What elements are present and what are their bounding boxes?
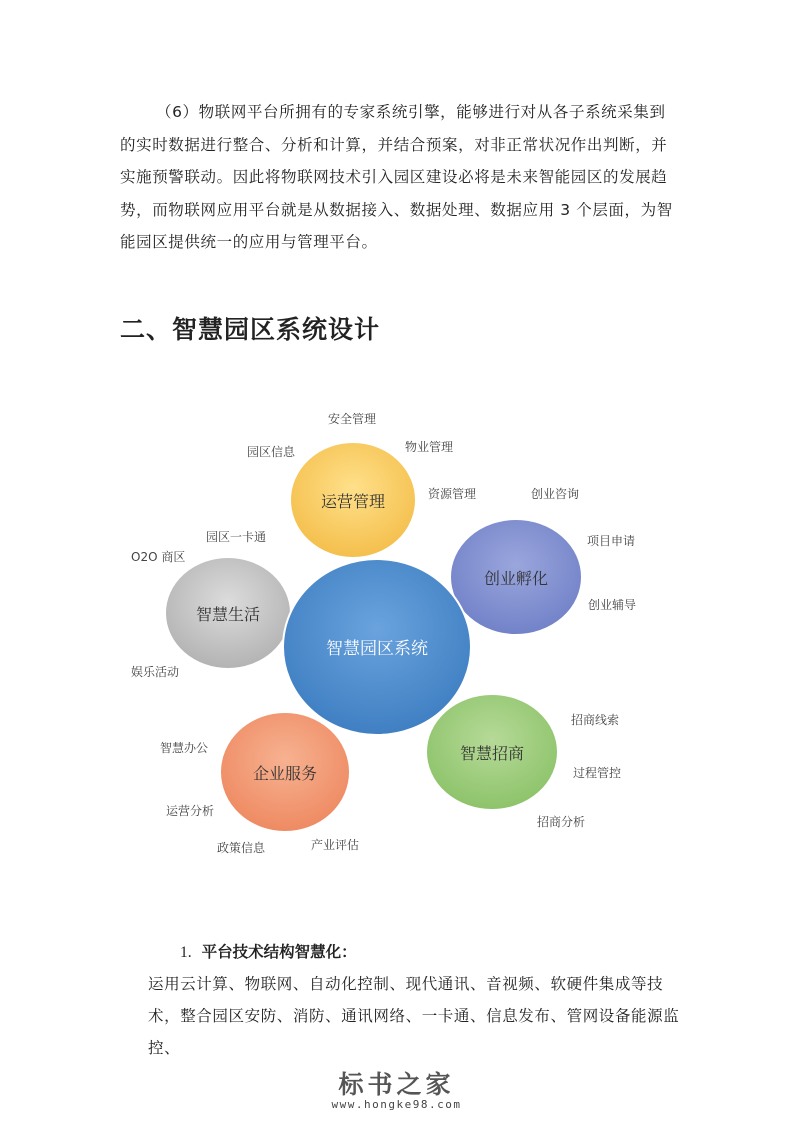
item-operations-analysis: 运营分析 [166, 804, 215, 818]
item-o2o-district: O2O 商区 [131, 550, 186, 564]
footer-url: www.hongke98.com [331, 1098, 462, 1111]
section-heading: 二、智慧园区系统设计 [120, 315, 381, 344]
node-life [165, 557, 291, 669]
list-item-number: 1. [180, 944, 192, 961]
node-investment [426, 694, 558, 810]
node-life-label: 智慧生活 [195, 605, 261, 624]
list-item-1 [180, 940, 357, 962]
park-system-diagram [0, 380, 793, 870]
item-resource-management: 资源管理 [428, 487, 477, 501]
item-smart-office: 智慧办公 [160, 741, 209, 755]
list-item-title: 平台技术结构智慧化： [201, 943, 357, 961]
node-incubation-label: 创业孵化 [483, 569, 549, 588]
item-property-management: 物业管理 [405, 440, 454, 454]
node-enterprise [220, 712, 350, 832]
item-investment-analysis: 招商分析 [537, 815, 586, 829]
item-park-card: 园区一卡通 [206, 530, 267, 544]
node-center-label: 智慧园区系统 [326, 639, 428, 659]
node-operations-label: 运营管理 [320, 492, 386, 511]
intro-paragraph: （6）物联网平台所拥有的专家系统引擎，能够进行对从各子系统采集到的实时数据进行整合、分析和计算，并结合预案，对非正常状况作出判断，并实施预警联动。因此将物联网技术引入园区建设必将是未来智能园区的发展趋势，而物联网应用平台就是从数据接入、数据处理、数据应用 3 个层面，为智能园区提供统一的应用与管理平台。 [120, 103, 673, 251]
list-paragraph: 运用云计算、物联网、自动化控制、现代通讯、音视频、软硬件集成等技术，整合园区安防、消防、通讯网络、一卡通、信息发布、管网设备能源监控、 [148, 975, 680, 1057]
node-enterprise-label: 企业服务 [252, 764, 318, 783]
item-process-control: 过程管控 [573, 766, 622, 780]
item-entertainment: 娱乐活动 [131, 665, 180, 679]
item-project-application: 项目申请 [587, 534, 636, 548]
item-policy-information: 政策信息 [217, 841, 266, 855]
node-incubation [450, 519, 582, 635]
item-startup-coaching: 创业辅导 [588, 598, 637, 612]
item-security-management: 安全管理 [328, 412, 377, 426]
item-startup-consulting: 创业咨询 [531, 487, 580, 501]
node-investment-label: 智慧招商 [459, 744, 525, 763]
item-park-information: 园区信息 [247, 445, 296, 459]
node-operations [290, 442, 416, 558]
footer-logo: 标书之家 [338, 1070, 455, 1099]
node-center [283, 559, 471, 735]
item-investment-leads: 招商线索 [571, 713, 620, 727]
item-industry-assessment: 产业评估 [311, 838, 360, 852]
